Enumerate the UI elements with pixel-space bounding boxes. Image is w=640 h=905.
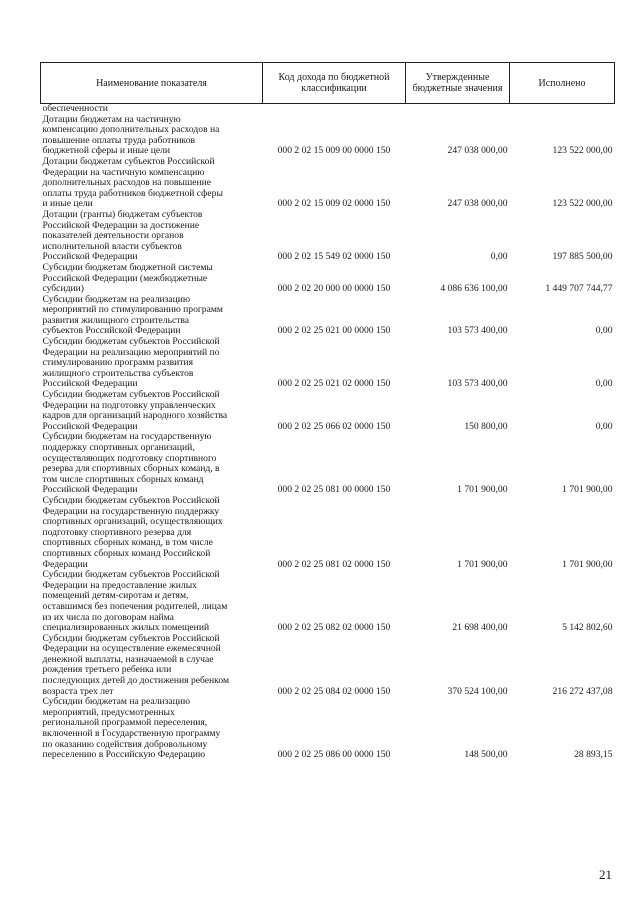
indicator-name-line: Российской Федерации за достижение (42, 219, 200, 231)
row-indicator-name (41, 263, 263, 295)
indicator-name-line: оставшимся без попечения родителей, лицам (42, 600, 228, 612)
row-indicator-name (41, 697, 263, 761)
indicator-name-line: переселению в Российскую Федерацию (42, 749, 206, 761)
header-code: Код дохода по бюджетной классификации (263, 63, 406, 104)
indicator-name-line: Субсидии бюджетам субъектов Российской (42, 389, 220, 401)
table-row (41, 263, 615, 295)
indicator-name-line: осуществляющих подготовку спортивного (42, 452, 217, 464)
row-income-code: 000 2 02 25 081 00 0000 150 (277, 484, 391, 496)
indicator-name-line: региональной программой переселения, (42, 717, 208, 729)
row-approved-value: 103 573 400,00 (447, 325, 508, 337)
indicator-name-line: жилищного строительства субъектов (42, 367, 194, 379)
indicator-name-line: Федерации на предоставление жилых (42, 579, 197, 591)
row-income-code: 000 2 02 15 009 02 0000 150 (277, 198, 391, 210)
row-executed-value: 123 522 000,00 (552, 198, 613, 210)
row-executed-value: 216 272 437,08 (552, 685, 613, 697)
table-row (41, 210, 615, 263)
row-executed-value: 1 701 900,00 (562, 484, 613, 496)
indicator-name-line: и иные цели (42, 198, 93, 210)
row-indicator-name (41, 432, 263, 496)
indicator-name-line: Федерации на подготовку управленческих (42, 399, 216, 411)
indicator-name-line: дополнительных расходов на повышение (42, 177, 212, 189)
header-approved: Утвержденные бюджетные значения (406, 63, 510, 104)
row-executed-value (510, 104, 615, 115)
indicator-name-line: Субсидии бюджетам бюджетной системы (42, 261, 213, 273)
row-income-code: 000 2 02 25 021 02 0000 150 (277, 378, 391, 390)
table-row (41, 496, 615, 570)
row-indicator-name (41, 390, 263, 432)
indicator-name-line: Федерации (42, 558, 88, 570)
row-executed-value: 1 701 900,00 (562, 558, 613, 570)
indicator-name-line: Дотации бюджетам субъектов Российской (42, 155, 215, 167)
row-indicator-name (41, 496, 263, 570)
table-row (41, 157, 615, 210)
row-income-code (263, 104, 406, 115)
row-executed-value: 0,00 (595, 420, 613, 432)
row-approved-value: 247 038 000,00 (447, 145, 508, 157)
row-approved-value: 150 800,00 (464, 420, 508, 432)
row-income-code: 000 2 02 25 081 02 0000 150 (277, 558, 391, 570)
indicator-name-line: Дотации бюджетам на частичную (42, 113, 181, 125)
table-row (41, 570, 615, 634)
row-indicator-name (41, 157, 263, 210)
row-indicator-name (41, 634, 263, 698)
table-body (41, 104, 615, 761)
row-indicator-name (41, 104, 263, 115)
indicator-name-line: спортивных сборных команд Российской (42, 547, 211, 559)
row-income-code: 000 2 02 15 549 02 0000 150 (277, 251, 391, 263)
row-approved-value: 103 573 400,00 (447, 378, 508, 390)
table-row (41, 104, 615, 115)
indicator-name-line: по оказанию содействия добровольному (42, 738, 208, 750)
table-row (41, 295, 615, 337)
row-approved-value: 247 038 000,00 (447, 198, 508, 210)
table-row (41, 115, 615, 157)
row-executed-value: 197 885 500,00 (552, 251, 613, 263)
indicator-name-line: спортивных организаций, осуществляющих (42, 516, 223, 528)
indicator-name-line: включенной в Государственную программу (42, 728, 221, 740)
row-income-code: 000 2 02 25 084 02 0000 150 (277, 685, 391, 697)
indicator-name-line: Дотации (гранты) бюджетам субъектов (42, 208, 203, 220)
row-executed-value: 0,00 (595, 378, 613, 390)
row-approved-value: 148 500,00 (464, 749, 508, 761)
row-income-code: 000 2 02 25 082 02 0000 150 (277, 622, 391, 634)
row-income-code: 000 2 02 15 009 00 0000 150 (277, 145, 391, 157)
row-indicator-name (41, 115, 263, 157)
indicator-name-line: том числе спортивных сборных команд (42, 473, 204, 485)
indicator-name-line: Федерации на частичную компенсацию (42, 166, 205, 178)
row-indicator-name (41, 570, 263, 634)
indicator-name-line: субсидии) (42, 283, 84, 295)
indicator-name-line: поддержку спортивных организаций, (42, 442, 195, 453)
indicator-name-line: Федерации на реализацию мероприятий по (42, 346, 220, 358)
indicator-name-line: Субсидии бюджетам на реализацию (42, 293, 191, 305)
row-income-code: 000 2 02 25 066 02 0000 150 (277, 420, 391, 432)
table-row (41, 432, 615, 496)
table-row (41, 337, 615, 390)
indicator-name-line: Субсидии бюджетам субъектов Российской (42, 569, 220, 581)
indicator-name-line: последующих детей до достижения ребенком (42, 675, 230, 687)
indicator-name-line: Федерации на государственную поддержку (42, 505, 220, 517)
row-indicator-name (41, 210, 263, 263)
indicator-name-line: помещений детям-сиротам и детям, (42, 590, 189, 602)
row-approved-value (406, 104, 510, 115)
row-indicator-name (41, 337, 263, 390)
indicator-name-line: спортивных сборных команд, в том числе (42, 537, 213, 549)
page-number: 21 (599, 867, 612, 882)
indicator-name-line: Российской Федерации (42, 251, 138, 263)
indicator-name-line: обеспеченности (42, 103, 108, 114)
row-approved-value: 370 524 100,00 (447, 685, 508, 697)
budget-execution-table (40, 62, 615, 761)
indicator-name-line: Субсидии бюджетам на реализацию (42, 696, 191, 708)
table-header (41, 63, 615, 104)
row-indicator-name (41, 295, 263, 337)
indicator-name-line: показателей деятельности органов (42, 230, 184, 242)
row-approved-value: 0,00 (490, 251, 508, 263)
header-name: Наименование показателя (41, 63, 263, 104)
row-executed-value: 123 522 000,00 (552, 145, 613, 157)
row-approved-value: 21 698 400,00 (452, 622, 508, 634)
indicator-name-line: из их числа по договорам найма (42, 611, 174, 623)
indicator-name-line: Российской Федерации (42, 420, 138, 432)
indicator-name-line: специализированных жилых помещений (42, 622, 210, 634)
indicator-name-line: компенсацию дополнительных расходов на (42, 124, 220, 136)
row-approved-value: 4 086 636 100,00 (440, 283, 508, 295)
indicator-name-line: исполнительной власти субъектов (42, 240, 182, 252)
table-row (41, 634, 615, 698)
indicator-name-line: развития жилищного строительства (42, 314, 190, 326)
row-approved-value: 1 701 900,00 (457, 558, 508, 570)
row-income-code: 000 2 02 25 021 00 0000 150 (277, 325, 391, 337)
row-income-code: 000 2 02 25 086 00 0000 150 (277, 749, 391, 761)
indicator-name-line: кадров для организаций народного хозяйства (42, 410, 228, 422)
indicator-name-line: Субсидии бюджетам субъектов Российской (42, 494, 220, 506)
indicator-name-line: Субсидии бюджетам субъектов Российской (42, 336, 220, 348)
indicator-name-line: субъектов Российской Федерации (42, 325, 181, 337)
indicator-name-line: мероприятий, предусмотренных (42, 706, 175, 718)
indicator-name-line: Субсидии бюджетам субъектов Российской (42, 632, 220, 644)
row-executed-value: 28 893,15 (574, 749, 613, 761)
row-approved-value: 1 701 900,00 (457, 484, 508, 496)
indicator-name-line: Федерации на осуществление ежемесячной (42, 643, 221, 655)
table-row (41, 697, 615, 761)
indicator-name-line: Российской Федерации (42, 378, 138, 390)
indicator-name-line: рождения третьего ребенка или (42, 664, 172, 676)
indicator-name-line: повышение оплаты труда работников (42, 134, 196, 146)
indicator-name-line: Субсидии бюджетам на государственную (42, 431, 212, 443)
table-row (41, 390, 615, 432)
indicator-name-line: денежной выплаты, назначаемой в случае (42, 653, 214, 665)
row-executed-value: 1 449 707 744,77 (545, 283, 613, 295)
indicator-name-line: стимулированию программ развития (42, 357, 194, 369)
indicator-name-line: подготовку спортивного резерва для (42, 526, 192, 538)
indicator-name-line: оплаты труда работников бюджетной сферы (42, 187, 223, 199)
row-executed-value: 5 142 802,60 (562, 622, 613, 634)
indicator-name-line: Российской Федерации (межбюджетные (42, 272, 208, 284)
header-executed: Исполнено (510, 63, 615, 104)
indicator-name-line: возраста трех лет (42, 685, 114, 697)
indicator-name-line: Российской Федерации (42, 484, 138, 496)
indicator-name-line: резерва для спортивных сборных команд, в (42, 463, 220, 475)
row-income-code: 000 2 02 20 000 00 0000 150 (277, 283, 391, 295)
row-executed-value: 0,00 (595, 325, 613, 337)
indicator-name-line: мероприятий по стимулированию программ (42, 304, 223, 316)
indicator-name-line: бюджетной сферы и иные цели (42, 145, 171, 157)
